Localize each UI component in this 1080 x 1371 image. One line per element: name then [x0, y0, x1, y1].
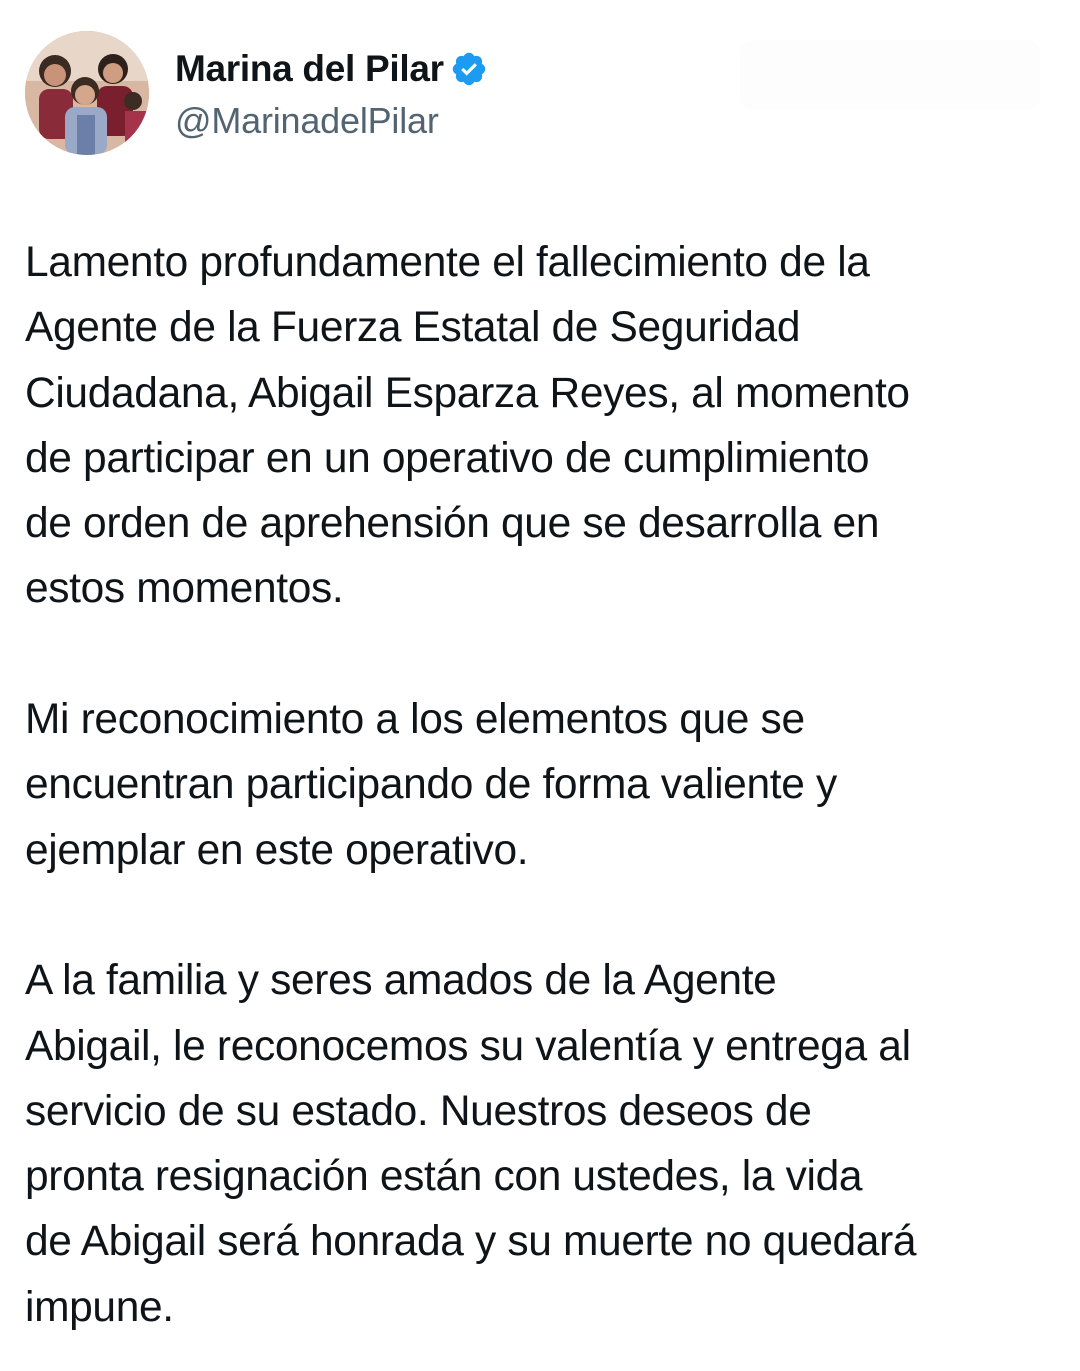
tweet-text — [25, 230, 1065, 1340]
tweet-paragraph-3 — [25, 948, 1065, 1340]
text-line: ejemplar en este operativo. — [25, 826, 529, 874]
text-line: A la familia y seres amados de la Agente — [25, 957, 777, 1005]
paragraph-spacer — [25, 622, 1065, 687]
text-line: Lamento profundamente el fallecimiento de la — [25, 239, 870, 286]
avatar-photo-icon — [25, 31, 149, 155]
author-names — [175, 44, 488, 142]
text-line: Agente de la Fuerza Estatal de Seguridad — [25, 304, 801, 352]
text-line: de Abigail será honrada y su muerte no quedará — [25, 1218, 917, 1266]
text-line: impune. — [25, 1283, 174, 1331]
avatar[interactable] — [25, 31, 149, 155]
tweet-header — [25, 31, 488, 155]
text-line: estos momentos. — [25, 565, 344, 613]
blurred-header-area — [740, 40, 1040, 110]
text-line: Mi reconocimiento a los elementos que se — [25, 696, 805, 744]
text-line: servicio de su estado. Nuestros deseos de — [25, 1087, 812, 1135]
name-row — [175, 44, 488, 94]
text-line: de orden de aprehensión que se desarrolla en — [25, 500, 880, 548]
author-display-name[interactable]: Marina del Pilar — [175, 48, 444, 89]
text-line: Abigail, le reconocemos su valentía y entrega al — [25, 1022, 911, 1070]
paragraph-spacer — [25, 883, 1065, 948]
tweet-paragraph-2 — [25, 687, 1065, 883]
text-line: pronta resignación están con ustedes, la vida — [25, 1153, 863, 1201]
text-line: de participar en un operativo de cumplimiento — [25, 434, 870, 482]
verified-badge-icon — [450, 50, 488, 88]
text-line: Ciudadana, Abigail Esparza Reyes, al momento — [25, 369, 910, 417]
tweet-paragraph-1 — [25, 230, 1065, 622]
text-line: encuentran participando de forma valiente y — [25, 761, 837, 809]
author-handle[interactable]: @MarinadelPilar — [175, 100, 439, 141]
